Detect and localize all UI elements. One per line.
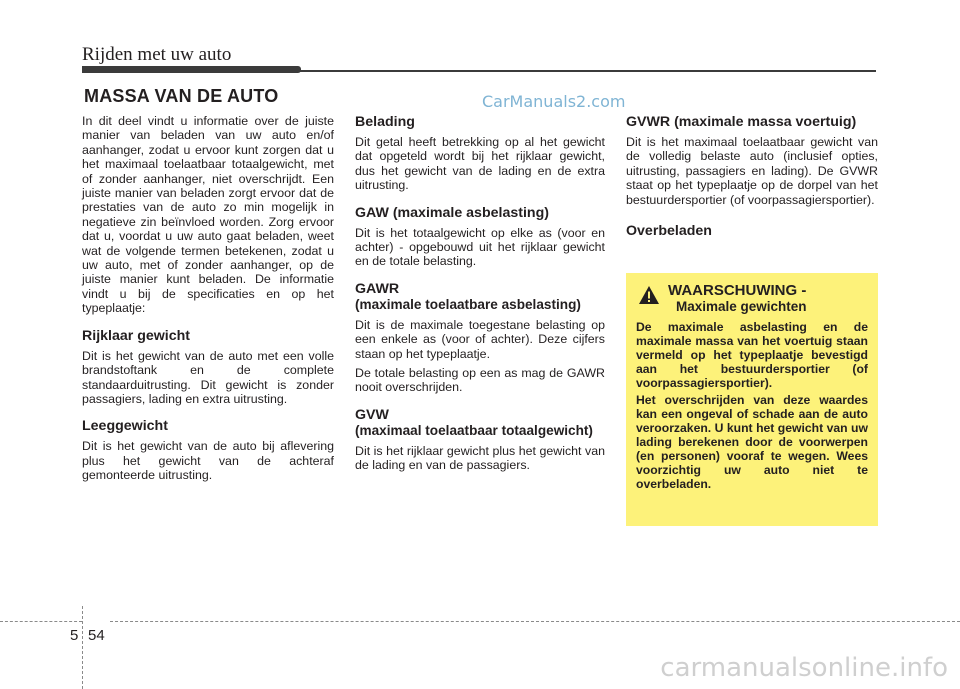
warning-subtitle: Maximale gewichten: [676, 299, 807, 314]
section-title: MASSA VAN DE AUTO: [84, 86, 279, 106]
footer-divider-right: [110, 621, 960, 622]
page-number: 54: [88, 627, 105, 644]
watermark: CarManuals2.com: [482, 92, 626, 111]
intro-paragraph: In dit deel vindt u informatie over de juiste manier van beladen van uw auto en/of aanhanger, zodat u ervoor kunt zorgen dat u het maximaal toelaatbaar totaalgewicht, met of zonder aanhanger, niet overschrijdt. Een juiste manier van beladen zorgt ervoor dat de prestaties van de auto zo min mogelijk in negatieve zin beïnvloed worden. Zorg ervoor dat u, voordat u uw auto gaat beladen, weet wat de volgende termen betekenen, zodat u uw auto, met of zonder aanhanger, op de juiste manier kunt beladen. De informatie vindt u bij de specificaties en op het typeplaatje:: [82, 114, 334, 316]
paragraph-rijklaar-gewicht: Dit is het gewicht van de auto met een volle brandstoftank en de complete standaarduitrusting. Dit gewicht is zonder passagiers, lading en extra uitrusting.: [82, 348, 334, 406]
paragraph-gvw: Dit is het rijklaar gewicht plus het gewicht van de lading en van de passagiers.: [355, 443, 605, 473]
heading-gawr-main: GAWR: [355, 280, 400, 297]
heading-gaw: GAW (maximale asbelasting): [355, 204, 549, 221]
column-3: [626, 114, 878, 244]
warning-triangle-icon: [638, 285, 660, 305]
warning-paragraph-2: Het overschrijden van deze waardes kan een ongeval of schade aan de auto veroorzaken. U kunt het gewicht van uw lading berekenen door de voorwerpen (en personen) vooraf te wegen. Wees voorzichtig uw auto niet te overbeladen.: [636, 393, 868, 491]
warning-heading-group: [668, 283, 807, 314]
heading-gawr-sub: (maximale toelaatbare asbelasting): [355, 296, 581, 312]
heading-gvw-main: GVW: [355, 406, 389, 423]
footer-divider-left: [0, 621, 82, 622]
header-bar: [82, 66, 301, 73]
column-2: [355, 114, 605, 478]
paragraph-gvwr: Dit is het maximaal toelaatbaar gewicht van de volledig belaste auto (inclusief opties, uitrusting, passagiers en lading). De GVWR staat op het typeplaatje op de dorpel van het bestuurdersportier (of voorpassagiersportier).: [626, 135, 878, 207]
footer-watermark: carmanualsonline.info: [660, 653, 948, 683]
paragraph-leeggewicht: Dit is het gewicht van de auto bij aflevering plus het gewicht van de achteraf gemonteerde uitrusting.: [82, 439, 334, 483]
warning-box: [626, 273, 878, 526]
heading-gvw-sub: (maximaal toelaatbaar totaalgewicht): [355, 422, 593, 438]
paragraph-gawr-2: De totale belasting op een as mag de GAWR nooit overschrijden.: [355, 366, 605, 395]
heading-belading: Belading: [355, 114, 415, 130]
paragraph-gawr-1: Dit is de maximale toegestane belasting op een enkele as (voor of achter). Deze cijfers staan op het typeplaatje.: [355, 317, 605, 361]
chapter-number: 5: [70, 627, 79, 644]
paragraph-belading: Dit getal heeft betrekking op al het gewicht dat opgeteld wordt bij het rijklaar gewicht, dus het gewicht van de lading en de extra uitrusting.: [355, 135, 605, 193]
warning-paragraph-1: De maximale asbelasting en de maximale massa van het voertuig staan vermeld op het typeplaatje bevestigd aan het bestuurdersportier (of voorpassagiersportier).: [636, 320, 868, 390]
heading-leeggewicht: Leeggewicht: [82, 418, 168, 435]
heading-gvw: [355, 407, 605, 439]
footer-vertical-divider: [82, 606, 83, 689]
heading-gawr: [355, 281, 605, 313]
heading-rijklaar-gewicht: Rijklaar gewicht: [82, 327, 191, 344]
chapter-title: Rijden met uw auto: [82, 44, 232, 65]
warning-header: [636, 283, 868, 314]
paragraph-gaw: Dit is het totaalgewicht op elke as (voor en achter) - opgebouwd uit het rijklaar gewicht en de totale belasting.: [355, 225, 605, 269]
column-1: [82, 114, 334, 488]
heading-gvwr: GVWR (maximale massa voertuig): [626, 114, 857, 130]
warning-title: WAARSCHUWING -: [668, 282, 807, 299]
heading-overbeladen: Overbeladen: [626, 223, 712, 240]
